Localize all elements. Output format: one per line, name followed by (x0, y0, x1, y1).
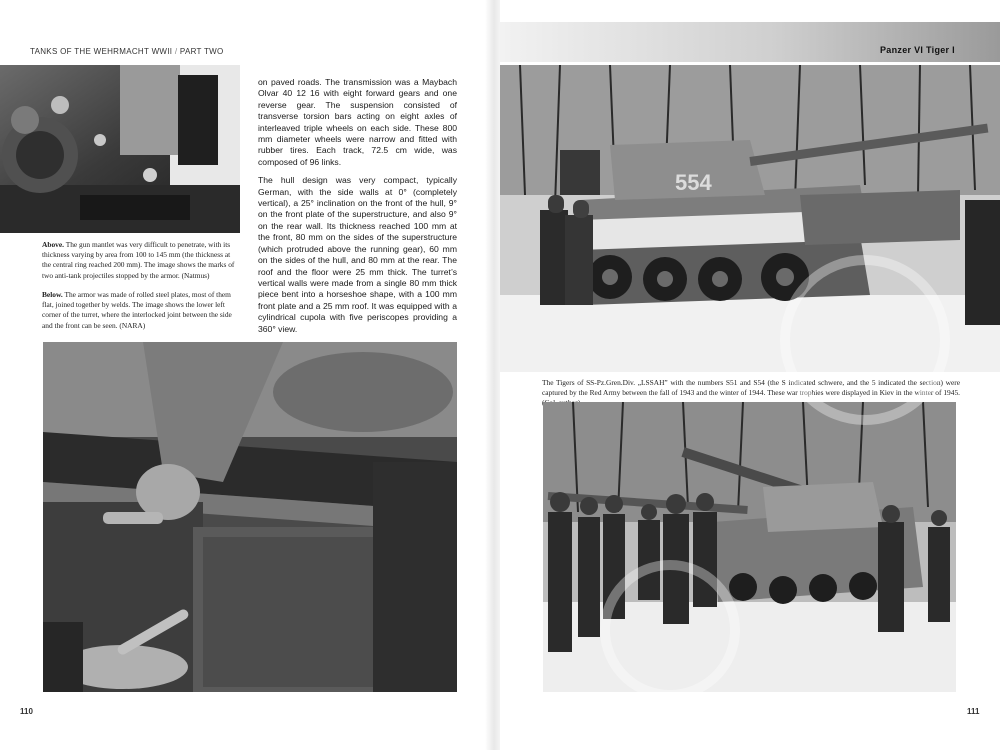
caption-below (42, 290, 240, 331)
right-header-gradient (500, 22, 1000, 62)
book-spine (485, 0, 500, 750)
caption-above-text: The gun mantlet was very difficult to penetrate, with its thickness varying by area from 100 to 145 mm (the thickness at the central ring reached 200 mm). The image shows the marks of two anti-tank projectiles stopped by the armor. (Natmus) (42, 240, 235, 280)
running-head-part: PART TWO (179, 47, 224, 56)
watermark-ring (780, 255, 950, 425)
caption-tigers: The Tigers of SS-Pz.Gren.Div. „LSSAH” with the numbers S51 and S54 (the S indicated schwere, and the 5 indicated the section) were captured by the Red Army between the fall of 1943 and the winter of 1944. These war trophies were displayed in Kiev in the winter of 1945. (542, 378, 960, 398)
body-text-column (258, 77, 457, 383)
armor-joint-photo-image (43, 342, 457, 692)
caption-above (42, 240, 240, 281)
turret-number: 554 (675, 170, 712, 195)
caption-above-label: Above. (42, 240, 64, 249)
mantlet-photo (0, 65, 240, 233)
running-head-series: TANKS OF THE WEHRMACHT WWII (30, 47, 173, 56)
running-head-separator: / (174, 47, 178, 56)
right-running-head: Panzer VI Tiger I (880, 45, 955, 55)
caption-below-label: Below. (42, 290, 63, 299)
watermark-ring (600, 560, 740, 700)
mantlet-photo-image (0, 65, 240, 233)
caption-below-text: The armor was made of rolled steel plates, most of them flat, joined together by welds. The image shows the lower left corner of the turret, where the interlocked joint between the side and the front can be seen. (NARA) (42, 290, 232, 330)
armor-joint-photo (43, 342, 457, 692)
right-folio: 111 (967, 707, 980, 716)
body-paragraph: on paved roads. The transmission was a Maybach Olvar 40 12 16 with eight forward gears and one reverse gear. The suspension consisted of transverse torsion bars acting on eight axles of interleaved triple wheels on each side. These 800 mm diameter wheels were narrow and fitted with rubber tires. Each track, 72.5 cm wide, was composed of 96 links. (258, 77, 457, 167)
left-folio: 110 (20, 707, 33, 716)
body-paragraph: The hull design was very compact, typically German, with the side walls at 0° (completely vertical), a 25° inclination on the front of the hull, 9° on the front plate of the superstructure, and also 9° on the rear wall. Its thickness reached 100 mm at the front, 80 mm on the sides of the superstructure (which protruded above the running gear), 60 mm on the sides of the hull, and 80 mm at the rear. The roof and the floor were 25 mm thick. The turret’s vertical walls were made from a single 80 mm thick piece bent into a horseshoe shape, with a 100 mm front plate and a 25 mm roof. It was equipped with a cylindrical cupola with five periscopes providing a 360° view. (258, 175, 457, 334)
left-running-head (30, 47, 224, 56)
watermark-text: CUSSO MODEL (540, 688, 839, 728)
